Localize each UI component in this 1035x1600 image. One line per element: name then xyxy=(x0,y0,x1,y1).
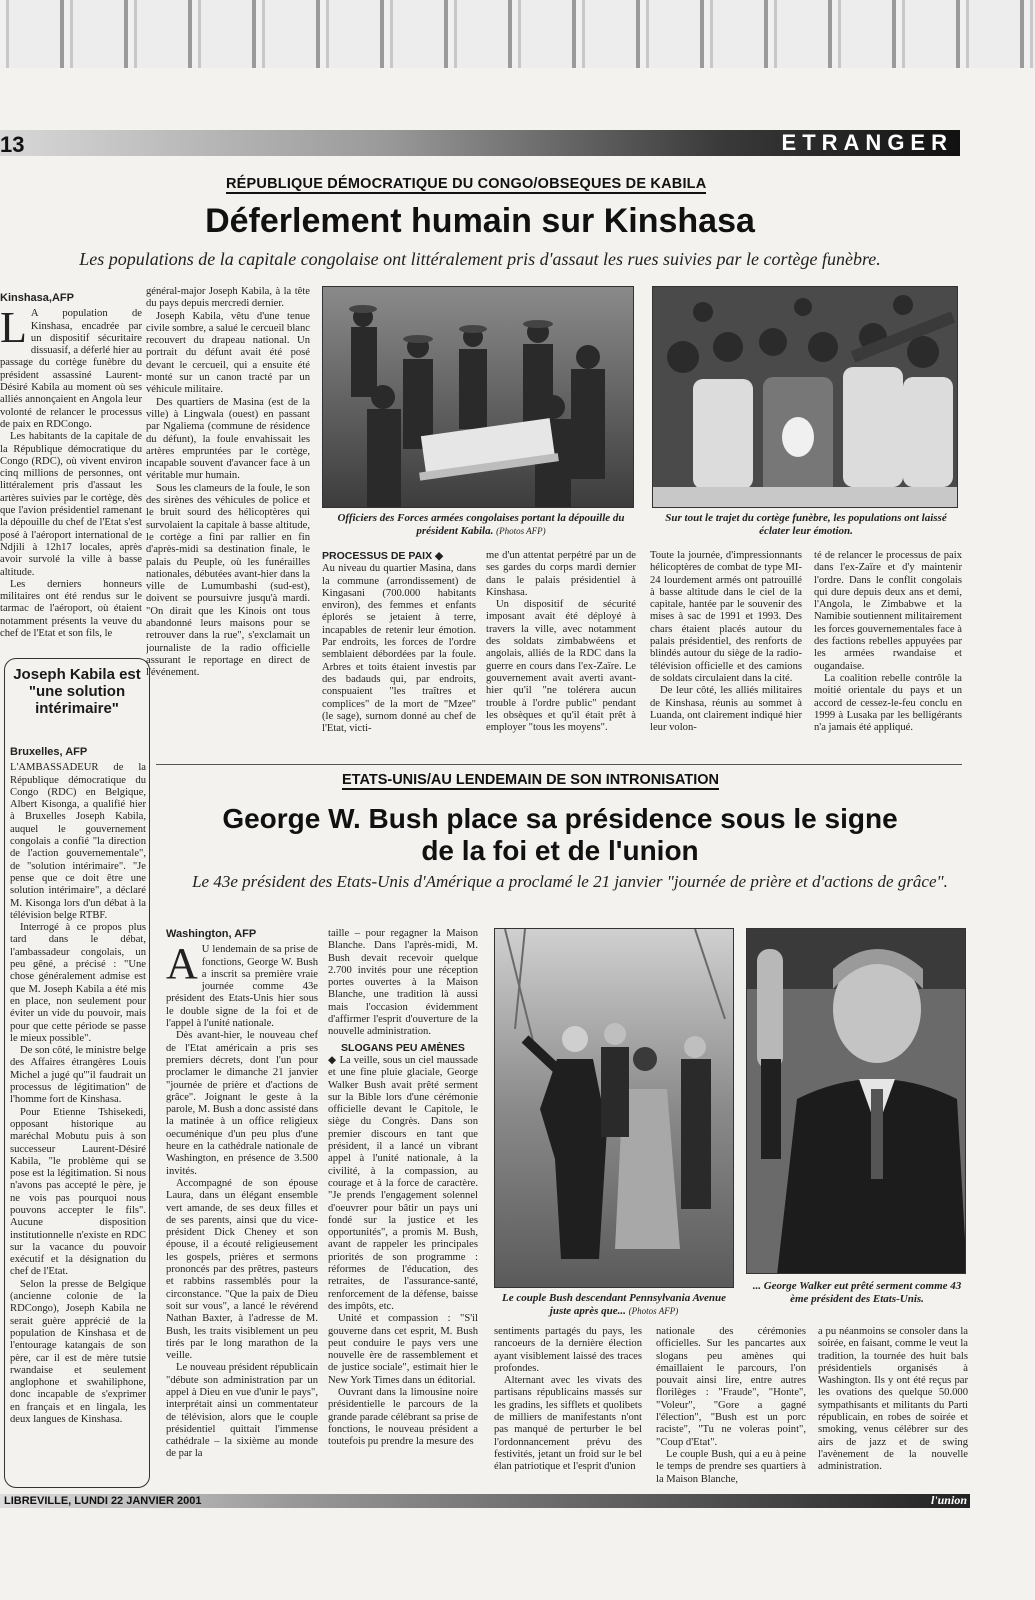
article1-dateline: Kinshasa,AFP xyxy=(0,292,74,304)
photo-credit: (Photos AFP) xyxy=(496,526,546,536)
paragraph: Joseph Kabila, vêtu d'une tenue civile sombre, a salué le cercueil blanc recouvert du drapeau national. Un portrait du défunt avait été posé devant le cercueil, qui a ensuite été monté sur un canon tracté par un véhicule militaire. xyxy=(146,310,310,396)
article1-column-1 xyxy=(0,292,142,652)
sidebar-column xyxy=(10,746,146,1482)
photo4-caption: ... George Walker eut prêté serment comme 43 ème président des Etats-Unis. xyxy=(752,1280,962,1305)
article1-column-2 xyxy=(146,286,310,750)
photo1-caption: Officiers des Forces armées congolaises portant la dépouille du président Kabila. (Photos AFP) xyxy=(337,512,625,537)
subhead-processus: PROCESSUS DE PAIX ◆ xyxy=(322,550,444,562)
article2-column-3 xyxy=(494,1326,642,1490)
paragraph: La coalition rebelle contrôle la moitié orientale du pays et un accord de cessez-le-feu conclu en 1999 à Lusaka par les belligérants n'a jamais été appliqué. xyxy=(814,672,962,734)
paragraph: général-major Joseph Kabila, à la tête du pays depuis mercredi dernier. xyxy=(146,286,310,310)
sidebar-title: Joseph Kabila est "une solution intérimaire" xyxy=(13,666,141,717)
photo-credit: (Photos AFP) xyxy=(628,1306,679,1316)
paragraph: Pour Etienne Tshisekedi, opposant historique au maréchal Mobutu puis à son successeur Laurent-Désiré Kabila, "le problème qui se pose est la légitimation. Si nous n'avons pas accepté le père, je ne vois pas pourquoi nous pouvons accepter le fils". Aucune disposition institutionnelle n'existe en RDC sur la vacance du pouvoir exécutif et la désignation du chef de l'Etat. xyxy=(10,1106,146,1278)
paragraph: Des quartiers de Masina (est de la ville) à Lingwala (ouest) en passant par Ngaliema (commune de résidence du défunt), la foule envahissait les artères empruntées par le cortège, incapable souvent d'avancer face à un véritable mur humain. xyxy=(146,396,310,482)
paragraph: Les habitants de la capitale de la République démocratique du Congo (RDC), où vivent environ cinq millions de personnes, ont littéralement pris d'assaut les artères suivies par le cortège, dès que l'avion présidentiel ramenant la dépouille du chef de l'Etat s'est posé à l'aéroport international de Ndjili à 12h17 locales, après avoir survolé la ville à basse altitude. xyxy=(0,431,142,578)
paragraph: De leur côté, les alliés militaires de Kinshasa, réunis au sommet à Luanda, ont clairement indiqué hier leur volon- xyxy=(650,685,802,734)
article2-headline-line2: de la foi et de l'union xyxy=(421,835,699,866)
paragraph: Un dispositif de sécurité imposant avait été déployé à travers la ville, avec notamment des soldats zimbabwéens et angolais, alliés de la RDC dans la guerre en cours dans l'ex-Zaïre. Le gouvernement avait averti avant-hier qu'il "ne tolérera aucun trouble à l'ordre public" pendant les obsèques et qu'il était prêt à employer "tous les moyens". xyxy=(486,599,636,734)
photo2-caption: Sur tout le trajet du cortège funèbre, les populations ont laissé éclater leur émotion. xyxy=(665,512,947,537)
article1-column-5 xyxy=(650,550,802,756)
paragraph: taille – pour regagner la Maison Blanche. Dans l'après-midi, M. Bush devait recevoir quelque 2.700 invités pour une réception portes ouvertes à la Maison Blanche, une tradition là aussi mais l'occasion évidemment d'affirmer l'esprit d'ouverture de la nouvelle administration. xyxy=(328,928,478,1038)
photo-officers-coffin xyxy=(322,286,634,508)
footer-dateline: LIBREVILLE, LUNDI 22 JANVIER 2001 xyxy=(4,1495,202,1507)
paragraph: té de relancer le processus de paix dans l'ex-Zaïre et d'y maintenir l'ordre. Dans le conflit congolais qui dure depuis deux ans et demi, l'Angola, le Zimbabwe et la Namibie soutiennent militairement les forces gouvernementales face à des factions rebelles appuyées par les armées rwandaise et ougandaise. xyxy=(814,550,962,672)
article1-column-4 xyxy=(486,550,636,756)
paragraph: Accompagné de son épouse Laura, dans un élégant ensemble vert amande, de ses deux filles et de ses parents, ainsi que du vice-président Dick Cheney et son épouse, il a écouté religieusement les gospels, prières et sermons prononcés par des prêtres, pasteurs et rabbins rassemblés pour la circonstance. "Que la paix de Dieu soit sur vous", a lancé le révérend Nathan Baxter, à l'adresse de M. Bush, les traits visiblement un peu tirés par le long marathon de la veille. xyxy=(166,1177,318,1362)
photo-bush-oath xyxy=(746,928,966,1274)
article2-column-4 xyxy=(656,1326,806,1490)
paragraph: Les derniers honneurs militaires ont été rendus sur le tarmac de l'aéroport, où étaient notamment présents la veuve du chef de l'Etat et son fils, le xyxy=(0,578,142,640)
paragraph: A population de Kinshasa, encadrée par un dispositif sécuritaire dissuasif, a déferlé hier au passage du cortège funèbre du président assassiné Laurent-Désiré Kabila au moment où ses alliés annonçaient en Angola leur volonté de relancer le processus de paix en RDCongo. xyxy=(0,308,142,430)
article2-column-1 xyxy=(166,928,318,1486)
paragraph: Le nouveau président républicain "débute son administration par un appel à Dieu en vue d'unir le pays", interprétait ainsi un commentateur de télévision, alors que le couple présidentiel quittait l'immense cathédrale – la sixième au monde de par la xyxy=(166,1362,318,1460)
footer-masthead: l'union xyxy=(930,1493,967,1507)
article1-column-6 xyxy=(814,550,962,756)
paragraph: Sous les clameurs de la foule, le son des sirènes des véhicules de police et le bruit sourd des hélicoptères qui survolaient la capitale à basse altitude, le cortège a fini par rallier en fin d'après-midi sa destination finale, le palais du Peuple, où les funérailles nationales, débutées avant-hier dans la ville de Lumumbashi (sud-est), doivent se poursuivre jusqu'à mardi. "On dirait que les Kinois ont tous abandonné leurs maisons pour se retrouver dans la rue", s'exclamait un journaliste de la radio officielle assurant le reportage en direct de l'événement. xyxy=(146,482,310,679)
paragraph: Selon la presse de Belgique (ancienne colonie de la RDCongo), Joseph Kabila ne serait guère apprécié de la population de Kinshasa et de l'entourage katangais de son père, car il est de mère tutsie rwandaise et seulement anglophone et swahiliphone, donc incapable de s'exprimer en français et en lingala, les deux langues de Kinshasa. xyxy=(10,1278,146,1426)
paragraph: Toute la journée, d'impressionnants hélicoptères de combat de type MI-24 lourdement armés ont patrouillé à basse altitude dans le ciel de la capitale, hantée par le souvenir des mises à sac de 1991 et 1993. Des chars étaient placés autour du palais présidentiel, des renforts de blindés autour du siège de la radio-télévision officielle et des camions de soldats circulaient dans la cité. xyxy=(650,550,802,684)
section-name: ETRANGER xyxy=(781,130,953,155)
photo-crowd-emotion xyxy=(652,286,958,508)
article2-column-5 xyxy=(818,1326,968,1490)
paragraph: U lendemain de sa prise de fonctions, George W. Bush a inscrit sa première vraie journée comme 43e président des Etats-Unis hier sous le double signe de la foi et de l'appel à l'unité nationale. xyxy=(166,944,318,1030)
article1-headline: Déferlement humain sur Kinshasa xyxy=(205,202,755,240)
article2-kicker: ETATS-UNIS/AU LENDEMAIN DE SON INTRONISATION xyxy=(342,772,719,788)
dropcap: L xyxy=(0,303,27,353)
article2-headline-line1: George W. Bush place sa présidence sous le signe xyxy=(222,803,898,834)
article1-column-3 xyxy=(322,547,476,757)
paragraph: Alternant avec les vivats des partisans républicains massés sur les gradins, les sifflets et quolibets de milliers de manifestants n'ont pas manqué de perturber le bel l'ordonnancement prévu des festivités, jetant un froid sur le bel élan patriotique et l'esprit d'union xyxy=(494,1375,642,1473)
article2-dateline: Washington, AFP xyxy=(166,928,257,940)
paragraph: De son côté, le ministre belge des Affaires étrangères Louis Michel a jugé qu'"il faudrait un processus de légitimation" de l'homme fort de Kinshasa. xyxy=(10,1045,146,1106)
paragraph: Le couple Bush, qui a eu à peine le temps de prendre ses quartiers à la Maison Blanche, xyxy=(656,1448,806,1485)
paragraph: ◆ La veille, sous un ciel maussade et une fine pluie glaciale, George Walker Bush avait prêté serment sur la Bible lors d'une cérémonie officielle devant le Capitole, le siège du Congrès. Dans son premier discours en tant que président, il a lancé un vibrant appel à l'unité nationale, à la civilité, à la compassion, au courage et à la force de caractère. "Je prends l'engagement solennel d'oeuvrer pour bâtir un pays uni fondé sur la justice et les opportunités", a promis M. Bush, avant de rappeler les principales priorités de son programme : réformes de l'éducation, des retraites, de l'assurance-santé, renforcement de la défense, baisse des impôts, etc. xyxy=(328,1054,478,1312)
paragraph: Au niveau du quartier Masina, dans la commune (arrondissement) de Kingasani (700.000 habitants environ), des femmes et enfants éplorés se jetaient à terre, incapables de retenir leur émotion. Par endroits, les forces de l'ordre semblaient débordées par la foule. Arbres et toits étaient investis par des badauds qui, par endroits, conspuaient "les traîtres et complices" de la mort de "Mzee" (le sage), surnom donné au chef de l'Etat, victi- xyxy=(322,563,476,735)
article1-deck: Les populations de la capitale congolaise ont littéralement pris d'assaut les rues suivies par le cortège funèbre. xyxy=(79,249,881,269)
paragraph: L'AMBASSADEUR de la République démocratique du Congo (RDC) en Belgique, Albert Kisonga, a qualifié hier à Bruxelles Joseph Kabila, auquel le gouvernement congolais a confié "la direction de l'action gouvernementale", de "solution intérimaire". "Je pense que ce doit être une solution intérimaire", a déclaré M. Kisonga lors d'un débat à la télévision belge RTBF. xyxy=(10,762,146,921)
article2-deck: Le 43e président des Etats-Unis d'Amérique a proclamé le 21 janvier "journée de prière et d'actions de grâce". xyxy=(192,872,948,891)
photo-bush-couple-walking xyxy=(494,928,734,1288)
paragraph: Dès avant-hier, le nouveau chef de l'Etat américain a pris ses premiers décrets, dont l'un pour proclamer le dimanche 21 janvier "journée de prière et d'actions de grâce". Joignant le geste à la parole, M. Bush a donc assisté dans la matinée à un office religieux oecuménique d'un peu plus d'une heure en la cathédrale nationale de Washington, en présence de 3.500 invités. xyxy=(166,1030,318,1177)
paragraph: Interrogé à ce propos plus tard dans le débat, l'ambassadeur congolais, un peu gêné, a précisé : "Une chose généralement admise est que M. Joseph Kabila a été mis en place, non seulement pour éviter un vide du pouvoir, mais pour que cette période se passe le mieux possible". xyxy=(10,922,146,1044)
background-top xyxy=(0,0,1035,70)
paragraph: Unité et compassion : "S'il gouverne dans cet esprit, M. Bush peut conduire le pays vers une nouvelle ère de rassemblement et de justice sociale", estimait hier le New York Times dans un éditorial. xyxy=(328,1313,478,1386)
paragraph: sentiments partagés du pays, les rancoeurs de la dernière élection ayant visiblement laissé des traces profondes. xyxy=(494,1326,642,1374)
paragraph: a pu néanmoins se consoler dans la soirée, en faisant, comme le veut la tradition, la tournée des huit bals présidentiels organisés à Washington. Ils y ont été reçus par les ovations des quelque 50.000 sympathisants et militants du Parti républicain, en robes de soirée et smoking, venus célébrer sur des airs de jazz et de swing l'avènement de la nouvelle administration. xyxy=(818,1326,968,1473)
divider xyxy=(156,764,962,765)
page-number: 13 xyxy=(0,132,25,157)
paragraph: nationale des cérémonies officielles. Sur les pancartes aux slogans peu amènes qui émaillaient le parcours, l'on pouvait ainsi lire, entre autres florilèges : "Fraude", "Honte", "Voleur", "Gore a gagné l'élection", "Bush est un porc raciste", "Tu ne voleras point", "Coup d'Etat". xyxy=(656,1326,806,1448)
photo3-caption: Le couple Bush descendant Pennsylvania Avenue juste après que... (Photos AFP) xyxy=(502,1292,726,1317)
article1-kicker: RÉPUBLIQUE DÉMOCRATIQUE DU CONGO/OBSEQUES DE KABILA xyxy=(226,176,707,192)
paragraph: me d'un attentat perpétré par un de ses gardes du corps mardi dernier dans le palais présidentiel à Kinshasa. xyxy=(486,550,636,598)
dropcap: A xyxy=(166,939,198,989)
paragraph: Ouvrant dans la limousine noire présidentielle le parcours de la grande parade célébrant sa prise de fonctions, le nouveau président a toutefois pu prendre la mesure des xyxy=(328,1386,478,1448)
article2-column-2 xyxy=(328,928,478,1486)
sidebar-dateline: Bruxelles, AFP xyxy=(10,746,88,758)
subhead-slogans: SLOGANS PEU AMÈNES xyxy=(341,1041,465,1054)
